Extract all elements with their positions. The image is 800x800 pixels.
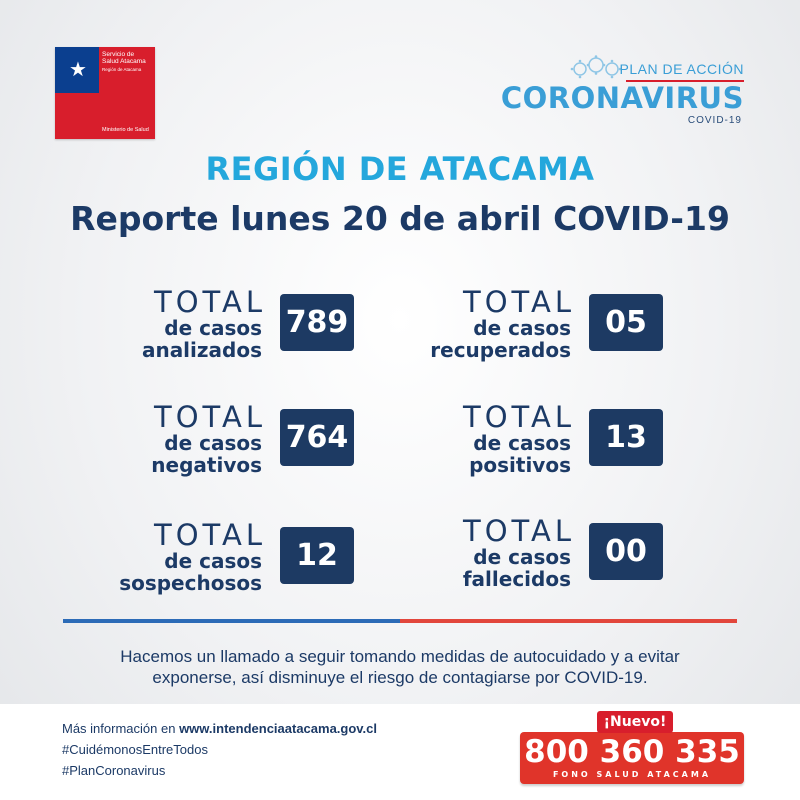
stat-total-word: TOTAL [463,285,575,319]
stat-label [62,285,266,362]
stat-line2: de casos [164,316,262,340]
phone-number: 800 360 335 [524,734,740,770]
stat-fallecidos [371,516,663,606]
divider-red [400,619,737,623]
region-title: REGIÓN DE ATACAMA [205,150,595,188]
stat-line3: fallecidos [462,567,571,591]
stat-line2: de casos [473,431,571,455]
phone-caption: FONO SALUD ATACAMA [552,770,712,779]
stat-line3: recuperados [430,338,571,362]
logo-blue-panel [55,47,99,93]
stat-value: 12 [280,527,354,584]
stat-line2: de casos [164,431,262,455]
website-link[interactable]: www.intendenciaatacama.gov.cl [179,721,378,736]
coat-of-arms-icon: ★ [69,57,87,81]
stat-positivos [371,402,663,492]
more-info-line [62,718,377,739]
stat-total-word: TOTAL [463,400,575,434]
logo-ministry-name: Ministerio de Salud [102,126,149,133]
hashtag-cuidemonos[interactable]: #CuidémonosEntreTodos [62,742,208,757]
footer-info [62,718,377,781]
stat-value: 789 [280,294,354,351]
call-to-action [0,646,800,688]
call-line2: exponerse, así disminuye el riesgo de contagiarse por COVID-19. [152,668,648,687]
logo-red-panel [55,93,99,139]
new-badge: ¡Nuevo! [597,711,673,733]
stat-line3: positivos [469,453,571,477]
hashtag-plancoronavirus[interactable]: #PlanCoronavirus [62,763,166,778]
divider-blue [63,619,400,623]
stat-value: 13 [589,409,663,466]
phone-banner[interactable] [520,732,744,784]
stat-label [62,400,266,477]
stat-line3: negativos [151,453,262,477]
stat-label [62,518,266,595]
stat-line2: de casos [473,545,571,569]
stat-value: 05 [589,294,663,351]
call-line1: Hacemos un llamado a seguir tomando medidas de autocuidado y a evitar [120,647,680,666]
report-title: Reporte lunes 20 de abril COVID-19 [70,199,730,238]
logo-service-name: Servicio de Salud Atacama [102,51,146,65]
stat-line2: de casos [473,316,571,340]
section-divider [63,619,737,623]
stat-label [371,285,575,362]
stat-negativos [62,402,354,492]
stat-sospechosos [62,520,354,610]
stat-value: 764 [280,409,354,466]
stat-label [371,400,575,477]
stat-total-word: TOTAL [154,518,266,552]
stat-label [371,514,575,591]
plan-coronavirus-brand [500,55,744,135]
stat-line3: analizados [141,338,262,362]
covid-label: COVID-19 [687,115,742,126]
stat-line3: sospechosos [119,571,262,595]
stat-total-word: TOTAL [154,285,266,319]
stat-analizados [62,287,354,377]
coronavirus-wordmark: CORONAVIRUS [500,81,744,115]
plan-accion-label: PLAN DE ACCIÓN [619,61,744,77]
stat-line2: de casos [164,549,262,573]
logo-text-panel [99,47,155,139]
stat-value: 00 [589,523,663,580]
ministry-logo [55,47,155,139]
more-info-prefix: Más información en [62,721,180,736]
stat-total-word: TOTAL [463,514,575,548]
stat-recuperados [371,287,663,377]
stat-total-word: TOTAL [154,400,266,434]
logo-region-name: Región de Atacama [102,67,142,72]
